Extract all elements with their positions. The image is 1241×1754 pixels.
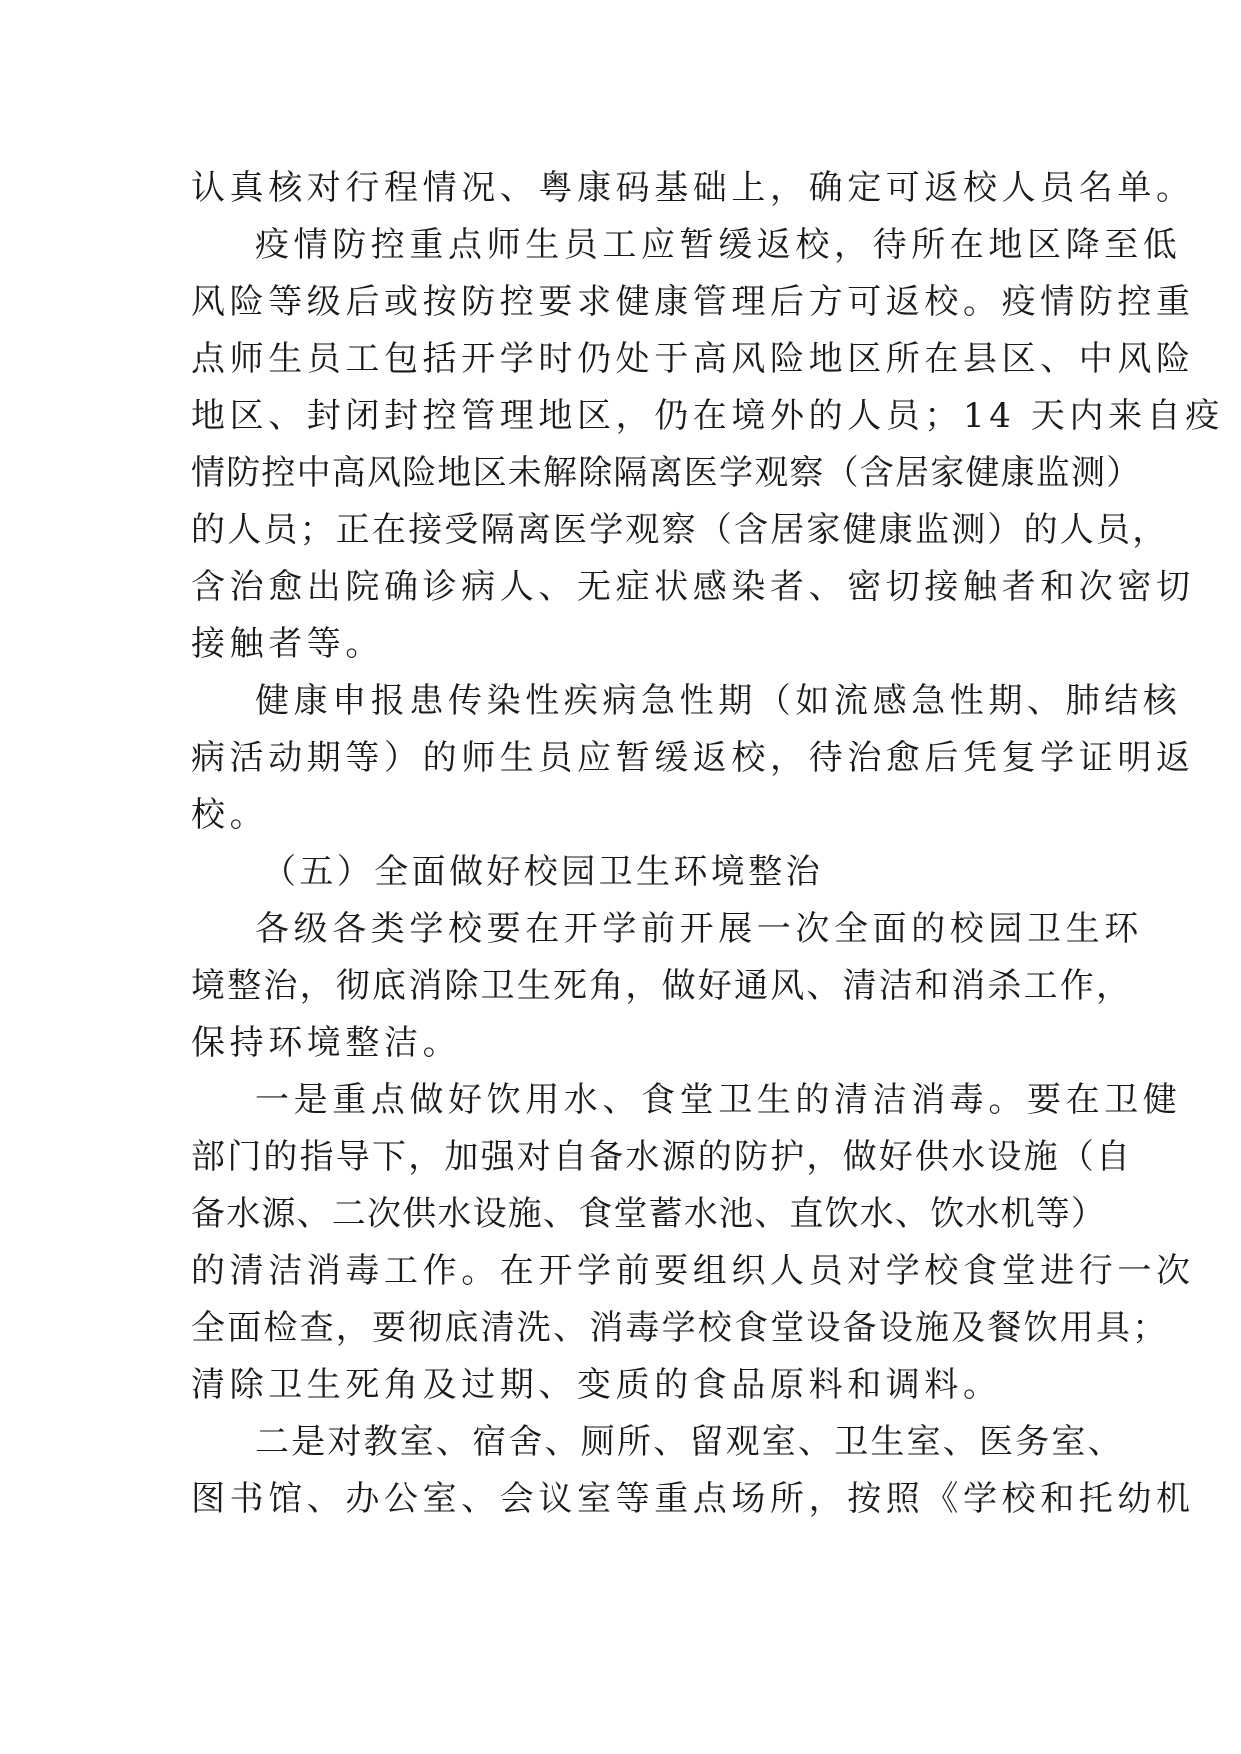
text-line: 认真核对行程情况、粤康码基础上，确定可返校人员名单。: [191, 168, 1195, 208]
text-line: 接触者等。: [191, 624, 384, 664]
paragraph-first-line: 疫情防控重点师生员工应暂缓返校，待所在地区降至低: [255, 225, 1182, 265]
paragraph-first-line: 各级各类学校要在开学前开展一次全面的校园卫生环: [255, 909, 1143, 949]
text-line: 图书馆、办公室、会议室等重点场所，按照《学校和托幼机: [191, 1479, 1195, 1519]
text-line: 清除卫生死角及过期、变质的食品原料和调料。: [191, 1365, 1002, 1405]
text-line: 备水源、二次供水设施、食堂蓄水池、直饮水、饮水机等）: [191, 1194, 1107, 1234]
paragraph-first-line: 一是重点做好饮用水、食堂卫生的清洁消毒。要在卫健: [255, 1080, 1182, 1120]
text-line: 全面检查，要彻底清洗、消毒学校食堂设备设施及餐饮用具；: [191, 1308, 1169, 1348]
text-line: 的人员；正在接受隔离医学观察（含居家健康监测）的人员，: [191, 510, 1169, 550]
text-line: 保持环境整洁。: [191, 1023, 462, 1063]
text-line: 情防控中高风险地区未解除隔离医学观察（含居家健康监测）: [191, 453, 1142, 493]
paragraph-first-line: 二是对教室、宿舍、厕所、留观室、卫生室、医务室、: [255, 1422, 1124, 1462]
paragraph-first-line: 健康申报患传染性疾病急性期（如流感急性期、肺结核: [255, 681, 1182, 721]
section-heading: （五）全面做好校园卫生环境整治: [262, 852, 823, 892]
text-line: 病活动期等）的师生员应暂缓返校，待治愈后凭复学证明返: [191, 738, 1195, 778]
text-line: 点师生员工包括开学时仍处于高风险地区所在县区、中风险: [191, 339, 1195, 379]
text-line: 境整治，彻底消除卫生死角，做好通风、清洁和消杀工作，: [191, 966, 1133, 1006]
text-line: 校。: [191, 795, 269, 835]
text-line: 风险等级后或按防控要求健康管理后方可返校。疫情防控重: [191, 282, 1195, 322]
text-line: 的清洁消毒工作。在开学前要组织人员对学校食堂进行一次: [191, 1251, 1195, 1291]
text-line: 地区、封闭封控管理地区，仍在境外的人员；14 天内来自疫: [191, 396, 1224, 436]
text-line: 部门的指导下，加强对自备水源的防护，做好供水设施（自: [191, 1137, 1133, 1177]
text-line: 含治愈出院确诊病人、无症状感染者、密切接触者和次密切: [191, 567, 1195, 607]
